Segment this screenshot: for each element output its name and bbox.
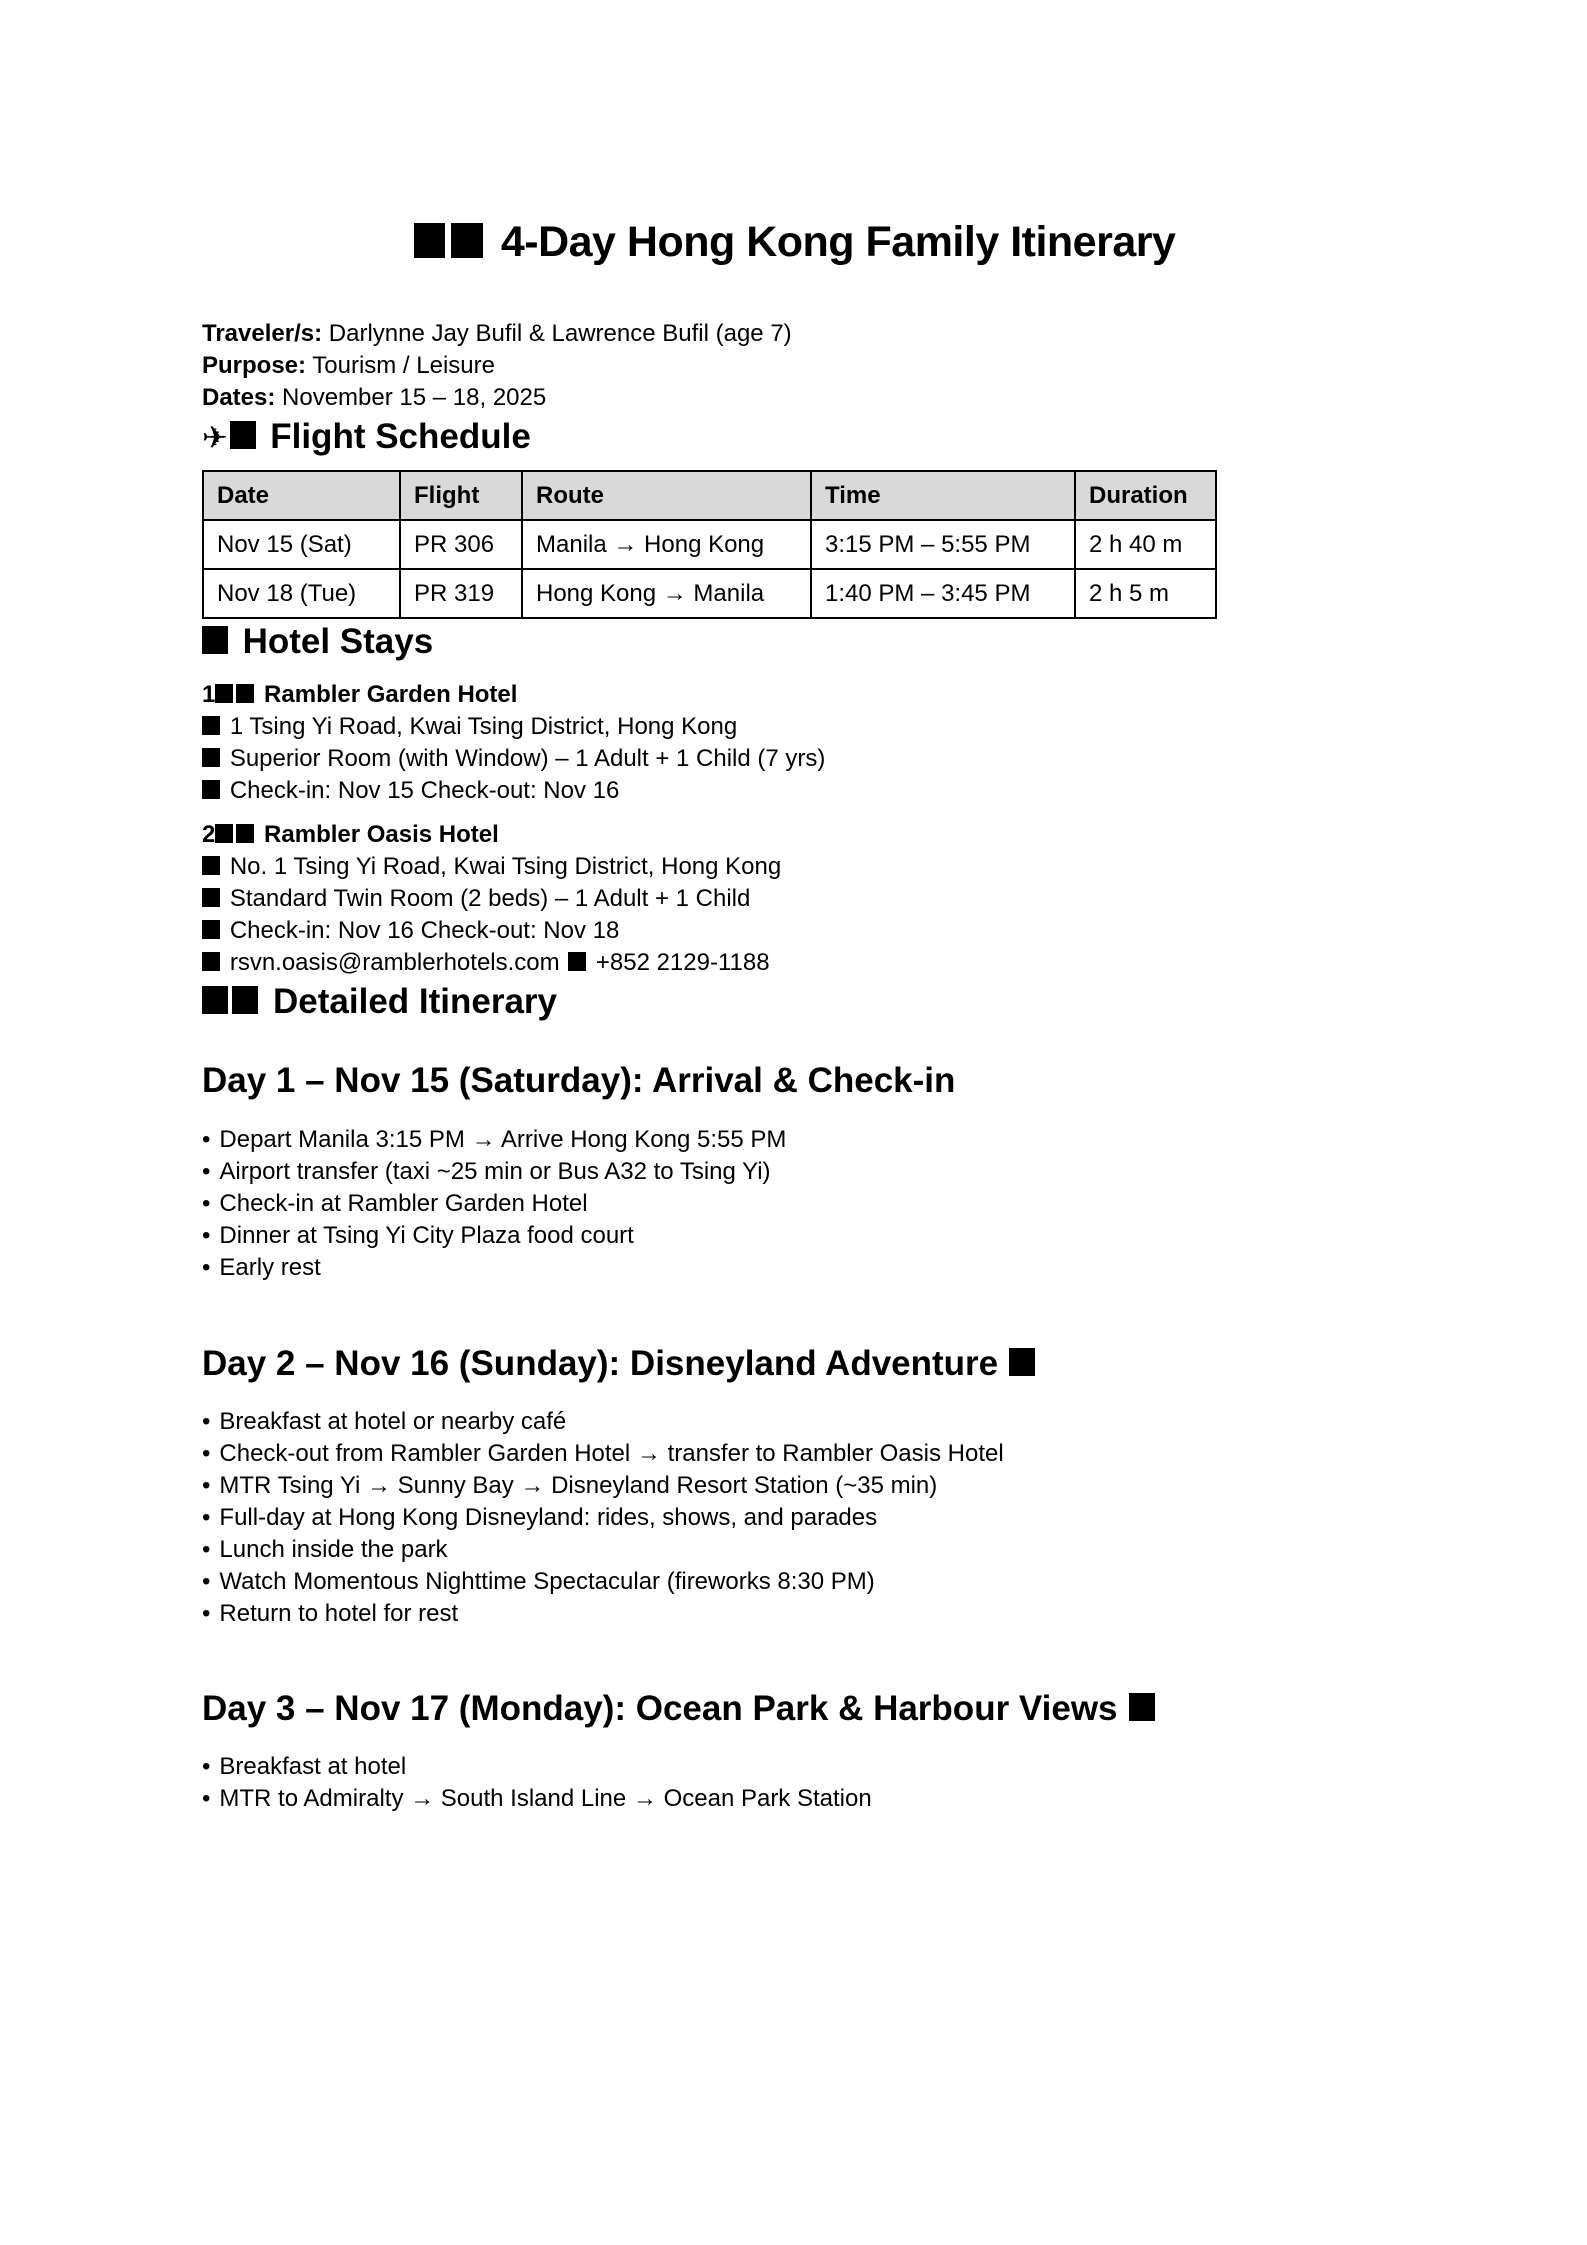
bullet-text: Check-out from Rambler Garden Hotel → transfer to Rambler Oasis Hotel: [219, 1440, 1004, 1467]
list-item: [202, 1156, 1387, 1188]
list-item: [202, 1124, 1387, 1156]
bullet-icon: [202, 1751, 210, 1783]
list-item: [202, 1783, 1387, 1815]
dates-label: Dates:: [202, 384, 276, 411]
emoji-placeholder-icon: [202, 986, 228, 1014]
emoji-placeholder-icon: [202, 748, 220, 767]
flight-time-cell: 3:15 PM – 5:55 PM: [811, 520, 1075, 569]
flight-table: [202, 470, 1217, 619]
day-heading: [202, 1341, 1387, 1387]
hotel-stays-heading: [202, 619, 1387, 665]
day-section: [202, 1686, 1387, 1815]
detailed-itinerary-heading: [202, 979, 1387, 1025]
day-heading: [202, 1058, 1387, 1104]
hotel-number: 2: [202, 821, 216, 848]
flight-number-cell: PR 319: [400, 569, 522, 618]
purpose-label: Purpose:: [202, 352, 307, 379]
hotel-address-line: [202, 711, 1387, 743]
emoji-placeholder-icon: [202, 716, 220, 735]
flight-duration-cell: 2 h 5 m: [1075, 569, 1216, 618]
flight-duration-cell: 2 h 40 m: [1075, 520, 1216, 569]
bullet-text: Depart Manila 3:15 PM → Arrive Hong Kong 5:55 PM: [219, 1126, 787, 1153]
emoji-placeholder-icon: [202, 952, 220, 971]
bullet-text: MTR Tsing Yi → Sunny Bay → Disneyland Resort Station (~35 min): [219, 1472, 938, 1499]
bullet-list: [202, 1406, 1387, 1630]
day-heading-text: Day 1 – Nov 15 (Saturday): Arrival & Check-in: [202, 1061, 956, 1100]
emoji-placeholder-icon: [202, 856, 220, 875]
flight-route-cell: Manila → Hong Kong: [522, 520, 811, 569]
column-header-duration: Duration: [1075, 471, 1216, 520]
dates-line: [202, 382, 1387, 414]
detailed-itinerary-heading-text: Detailed Itinerary: [273, 982, 558, 1021]
bullet-icon: [202, 1124, 210, 1156]
hotel-phone: +852 2129-1188: [595, 949, 770, 976]
bullet-text: Dinner at Tsing Yi City Plaza food court: [219, 1222, 634, 1249]
hotel-entry: [202, 679, 1387, 807]
table-row: [203, 569, 1216, 618]
emoji-placeholder-icon: [232, 986, 258, 1014]
hotel-dates: Check-in: Nov 15 Check-out: Nov 16: [229, 777, 620, 804]
list-item: [202, 1751, 1387, 1783]
bullet-text: Breakfast at hotel: [219, 1753, 407, 1780]
bullet-text: Watch Momentous Nighttime Spectacular (fireworks 8:30 PM): [219, 1568, 875, 1595]
bullet-text: Early rest: [219, 1254, 321, 1281]
list-item: [202, 1566, 1387, 1598]
bullet-icon: [202, 1252, 210, 1284]
bullet-text: Breakfast at hotel or nearby café: [219, 1408, 567, 1435]
purpose-line: [202, 350, 1387, 382]
hotel-dates: Check-in: Nov 16 Check-out: Nov 18: [229, 917, 620, 944]
hotel-number: 1: [202, 681, 216, 708]
emoji-placeholder-icon: [1009, 1348, 1035, 1376]
emoji-placeholder-icon: [202, 920, 220, 939]
purpose-value: Tourism / Leisure: [312, 352, 495, 379]
hotel-room: Superior Room (with Window) – 1 Adult + 1 Child (7 yrs): [229, 745, 826, 772]
hotel-name: Rambler Garden Hotel: [264, 681, 518, 708]
hotel-room: Standard Twin Room (2 beds) – 1 Adult + 1 Child: [229, 885, 751, 912]
hotel-email: rsvn.oasis@ramblerhotels.com: [229, 949, 560, 976]
emoji-placeholder-icon: [202, 780, 220, 799]
bullet-icon: [202, 1188, 210, 1220]
flight-date-cell: Nov 18 (Tue): [203, 569, 400, 618]
hotel-name-line: [202, 679, 1387, 711]
hotel-dates-line: [202, 915, 1387, 947]
bullet-icon: [202, 1566, 210, 1598]
bullet-icon: [202, 1534, 210, 1566]
flight-time-cell: 1:40 PM – 3:45 PM: [811, 569, 1075, 618]
column-header-date: Date: [203, 471, 400, 520]
emoji-placeholder-icon: [202, 626, 228, 654]
list-item: [202, 1534, 1387, 1566]
hotel-address-line: [202, 851, 1387, 883]
day-heading: [202, 1686, 1387, 1732]
bullet-icon: [202, 1438, 210, 1470]
emoji-placeholder-icon: [215, 684, 233, 703]
emoji-placeholder-icon: [1129, 1693, 1155, 1721]
flight-schedule-heading: [202, 414, 1387, 461]
emoji-placeholder-icon: [230, 421, 256, 449]
traveler-value: Darlynne Jay Bufil & Lawrence Bufil (age 7): [328, 320, 792, 347]
bullet-list: [202, 1751, 1387, 1815]
bullet-icon: [202, 1470, 210, 1502]
trip-meta: [202, 318, 1387, 414]
day-heading-text: Day 3 – Nov 17 (Monday): Ocean Park & Harbour Views: [202, 1689, 1118, 1728]
column-header-flight: Flight: [400, 471, 522, 520]
emoji-placeholder-icon: [568, 952, 586, 971]
bullet-text: MTR to Admiralty → South Island Line → Ocean Park Station: [219, 1785, 872, 1812]
hotel-dates-line: [202, 775, 1387, 807]
flight-number-cell: PR 306: [400, 520, 522, 569]
list-item: [202, 1470, 1387, 1502]
hotel-name: Rambler Oasis Hotel: [264, 821, 499, 848]
traveler-line: [202, 318, 1387, 350]
hotel-name-line: [202, 819, 1387, 851]
flight-schedule-heading-text: Flight Schedule: [270, 417, 531, 456]
column-header-route: Route: [522, 471, 811, 520]
day-heading-text: Day 2 – Nov 16 (Sunday): Disneyland Adventure: [202, 1344, 999, 1383]
bullet-icon: [202, 1598, 210, 1630]
column-header-time: Time: [811, 471, 1075, 520]
hotel-contact-line: [202, 947, 1387, 979]
bullet-text: Lunch inside the park: [219, 1536, 448, 1563]
dates-value: November 15 – 18, 2025: [282, 384, 547, 411]
bullet-icon: [202, 1783, 210, 1815]
bullet-text: Airport transfer (taxi ~25 min or Bus A32 to Tsing Yi): [219, 1158, 771, 1185]
emoji-placeholder-icon: [202, 888, 220, 907]
page-title: [202, 215, 1387, 269]
emoji-placeholder-icon: [236, 824, 254, 843]
list-item: [202, 1502, 1387, 1534]
page-title-text: 4-Day Hong Kong Family Itinerary: [500, 218, 1176, 266]
bullet-text: Check-in at Rambler Garden Hotel: [219, 1190, 588, 1217]
bullet-text: Full-day at Hong Kong Disneyland: rides, shows, and parades: [219, 1504, 878, 1531]
day-section: [202, 1341, 1387, 1630]
bullet-list: [202, 1124, 1387, 1284]
hotel-address: 1 Tsing Yi Road, Kwai Tsing District, Hong Kong: [229, 713, 738, 740]
emoji-placeholder-icon: [215, 824, 233, 843]
list-item: [202, 1252, 1387, 1284]
list-item: [202, 1188, 1387, 1220]
hotel-room-line: [202, 883, 1387, 915]
bullet-icon: [202, 1406, 210, 1438]
hotel-entry: [202, 819, 1387, 979]
list-item: [202, 1438, 1387, 1470]
bullet-icon: [202, 1220, 210, 1252]
flight-route-cell: Hong Kong → Manila: [522, 569, 811, 618]
table-row: [203, 520, 1216, 569]
day-section: [202, 1058, 1387, 1284]
flight-date-cell: Nov 15 (Sat): [203, 520, 400, 569]
airplane-icon: ✈: [202, 420, 228, 456]
bullet-icon: [202, 1156, 210, 1188]
emoji-placeholder-icon: [451, 223, 483, 257]
bullet-text: Return to hotel for rest: [219, 1600, 459, 1627]
traveler-label: Traveler/s:: [202, 320, 323, 347]
hotel-stays-heading-text: Hotel Stays: [242, 622, 434, 661]
emoji-placeholder-icon: [236, 684, 254, 703]
flight-table-header-row: [203, 471, 1216, 520]
list-item: [202, 1220, 1387, 1252]
list-item: [202, 1406, 1387, 1438]
hotel-address: No. 1 Tsing Yi Road, Kwai Tsing District, Hong Kong: [229, 853, 782, 880]
hotel-room-line: [202, 743, 1387, 775]
list-item: [202, 1598, 1387, 1630]
bullet-icon: [202, 1502, 210, 1534]
emoji-placeholder-icon: [414, 223, 446, 257]
